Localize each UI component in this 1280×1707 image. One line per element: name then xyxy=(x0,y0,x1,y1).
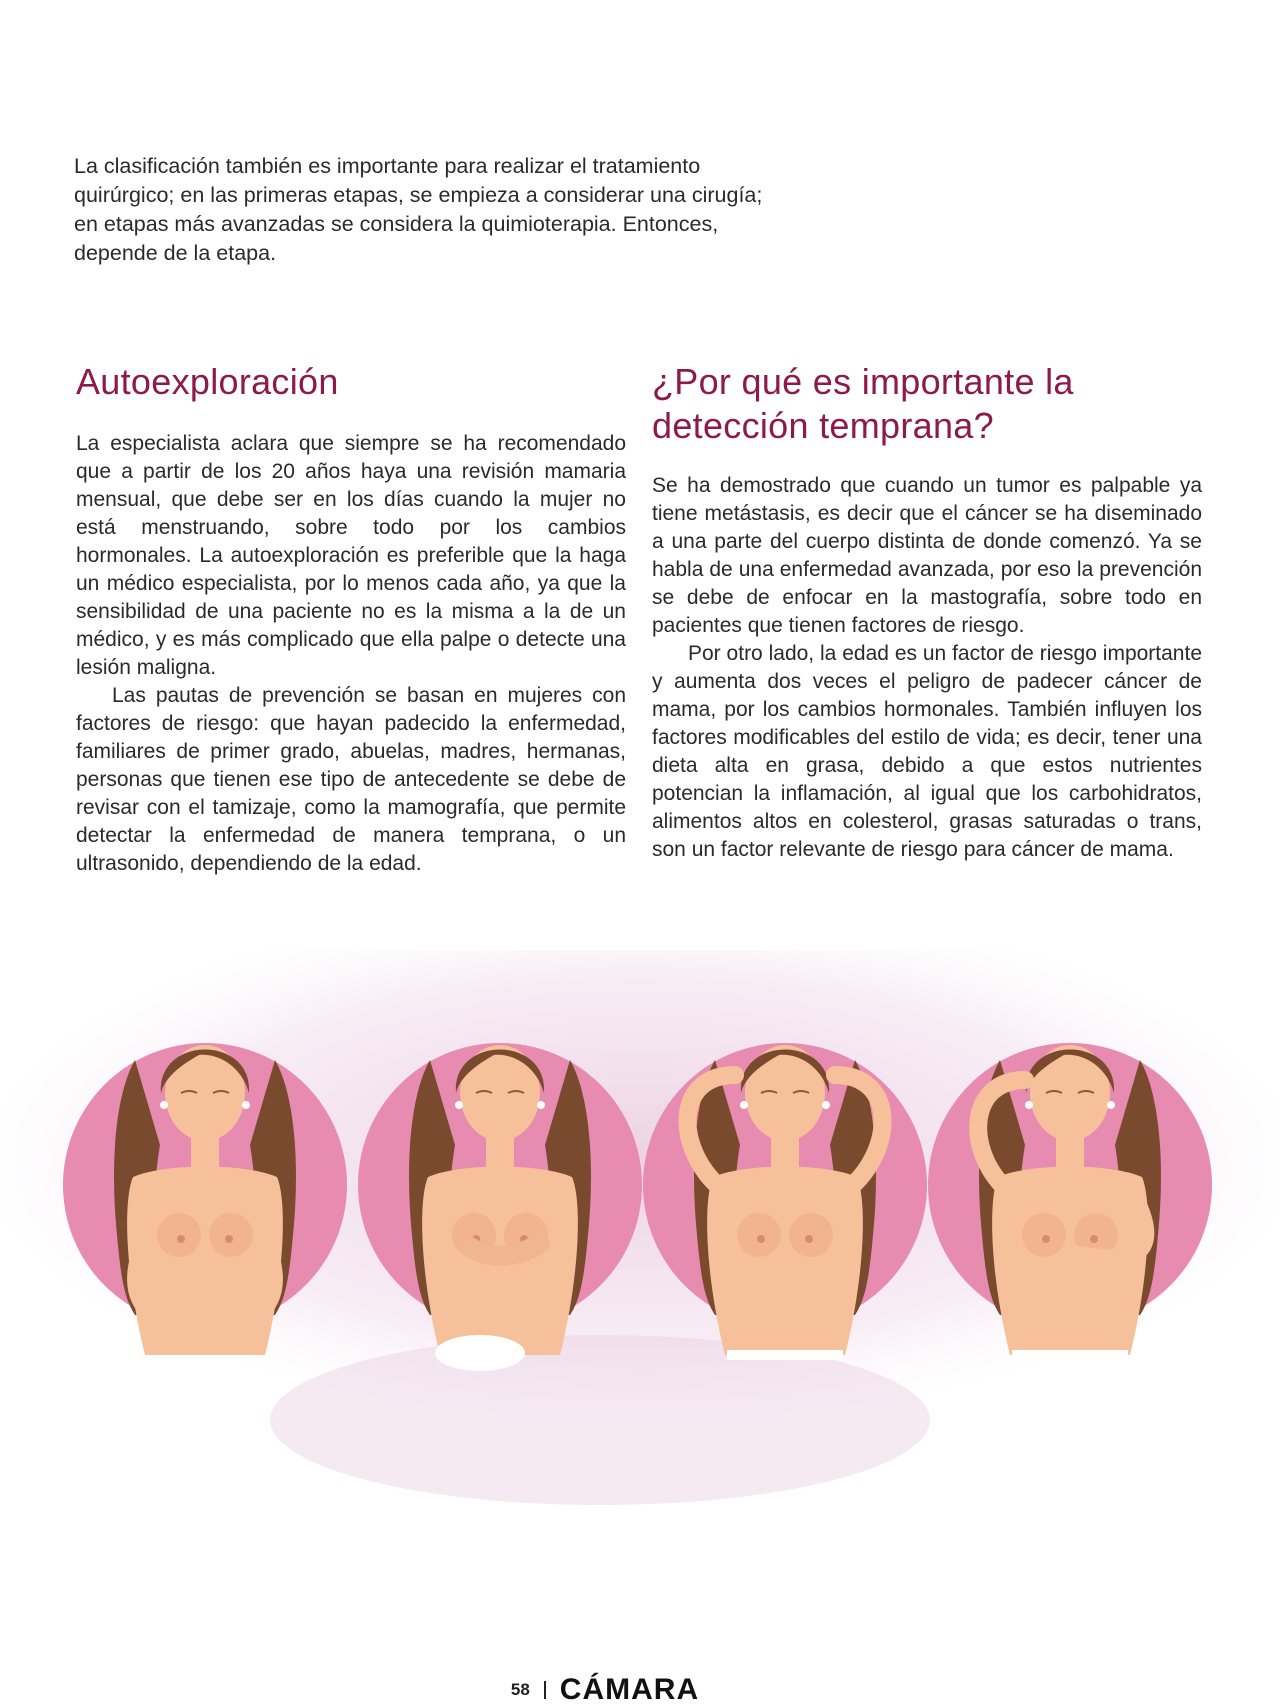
heading-line-2: detección temprana? xyxy=(652,405,994,446)
autoexploracion-heading: Autoexploración xyxy=(76,361,339,402)
page-footer xyxy=(0,1673,1280,1706)
watercolor-wash-lower xyxy=(270,1335,930,1505)
left-column xyxy=(76,360,626,878)
brand-logo: CÁMARA xyxy=(559,1673,700,1706)
page-number: 58 xyxy=(510,1680,530,1699)
right-paragraph-2: Por otro lado, la edad es un factor de riesgo importante y aumenta dos veces el peligro de padecer cáncer de mama, por los cambios hormonales. También influyen los factores modificables del estilo de vida; es decir, tener una dieta alta en grasa, debido a que estos nutrientes potencian la inflamación, al igual que los carbohidratos, alimentos altos en colesterol, grasas saturadas o trans, son un factor relevante de riesgo para cáncer de mama. xyxy=(652,642,1202,861)
deteccion-temprana-heading xyxy=(652,360,1202,448)
intro-paragraph: La clasificación también es importante para realizar el tratamiento quirúrgico; en las primeras etapas, se empieza a considerar una cirugía; en etapas más avanzadas se considera la quimioterapia. Entonces, depende de la etapa. xyxy=(74,154,763,265)
right-paragraph-1: Se ha demostrado que cuando un tumor es palpable ya tiene metástasis, es decir que el cáncer se ha diseminado a una parte del cuerpo distinta de donde comenzó. Ya se habla de una enfermedad avanzada, por eso la prevención se debe de enfocar en la mastografía, sobre todo en pacientes que tienen factores de riesgo. xyxy=(652,474,1202,637)
self-exam-illustration xyxy=(0,950,1280,1550)
footer-divider xyxy=(544,1681,546,1699)
heading-line-1: ¿Por qué es importante la xyxy=(652,361,1074,402)
left-paragraph-2: Las pautas de prevención se basan en mujeres con factores de riesgo: que hayan padecido la enfermedad, familiares de primer grado, abuelas, madres, hermanas, personas que tienen ese tipo de antecedente se debe de revisar con el tamizaje, como la mamografía, que permite detectar la enfermedad de manera temprana, o un ultrasonido, dependiendo de la edad. xyxy=(76,684,626,875)
right-column xyxy=(652,360,1202,864)
left-paragraph-1: La especialista aclara que siempre se ha recomendado que a partir de los 20 años haya una revisión mamaria mensual, que debe ser en los días cuando la mujer no está menstruando, sobre todo por los cambios hormonales. La autoexploración es preferible que la haga un médico especialista, por lo menos cada año, ya que la sensibilidad de una paciente no es la misma a la de un médico, y es más complicado que ella palpe o detecte una lesión maligna. xyxy=(76,432,626,679)
